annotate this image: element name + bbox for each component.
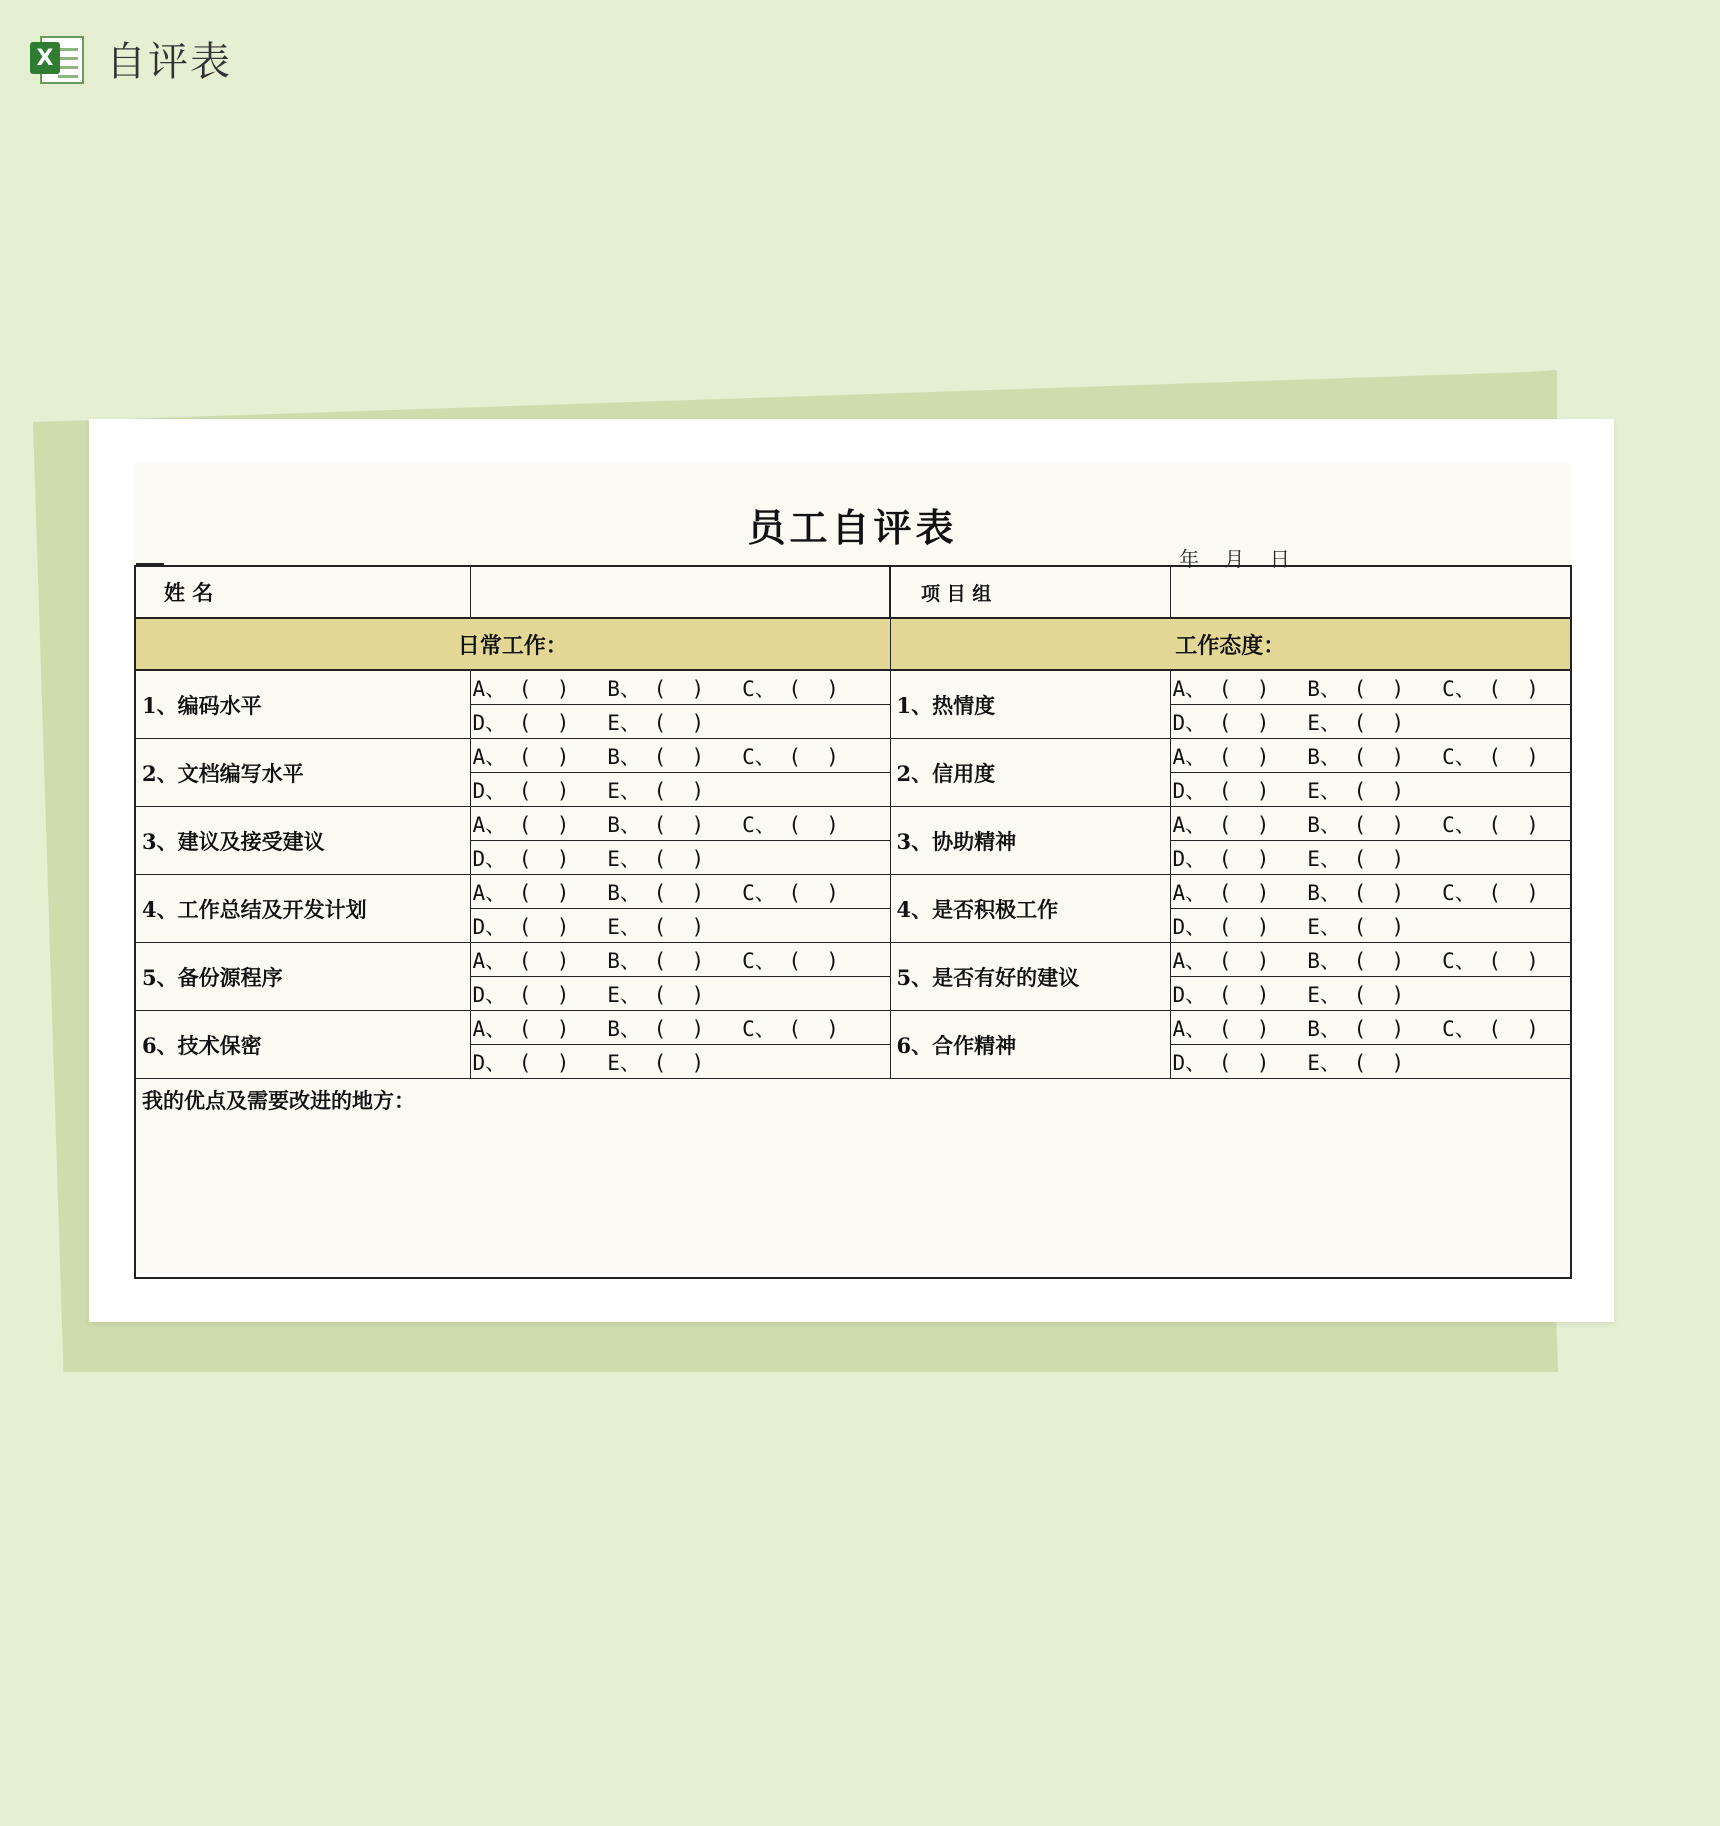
option-de[interactable]: D、 ( ) E、 ( ) <box>470 909 890 943</box>
criterion-attitude: 4、是否积极工作 <box>890 875 1170 943</box>
option-abc[interactable]: A、 ( ) B、 ( ) C、 ( ) <box>1170 739 1571 773</box>
option-de[interactable]: D、 ( ) E、 ( ) <box>1170 909 1571 943</box>
criterion-daily: 5、备份源程序 <box>135 943 470 1011</box>
criterion-daily: 6、技术保密 <box>135 1011 470 1079</box>
option-de[interactable]: D、 ( ) E、 ( ) <box>470 977 890 1011</box>
criterion-daily: 3、建议及接受建议 <box>135 807 470 875</box>
option-de[interactable]: D、 ( ) E、 ( ) <box>1170 841 1571 875</box>
option-abc[interactable]: A、 ( ) B、 ( ) C、 ( ) <box>1170 1011 1571 1045</box>
date-line: 年 月 日 <box>1179 547 1290 571</box>
option-abc[interactable]: A、 ( ) B、 ( ) C、 ( ) <box>470 1011 890 1045</box>
criterion-attitude: 1、热情度 <box>890 670 1170 739</box>
section-work-attitude: 工作态度： <box>890 618 1571 670</box>
option-abc[interactable]: A、 ( ) B、 ( ) C、 ( ) <box>1170 875 1571 909</box>
option-abc[interactable]: A、 ( ) B、 ( ) C、 ( ) <box>1170 670 1571 705</box>
section-header-row <box>135 618 1571 670</box>
table-row <box>135 943 1571 977</box>
name-label: 姓 名 <box>135 566 470 618</box>
option-abc[interactable]: A、 ( ) B、 ( ) C、 ( ) <box>470 739 890 773</box>
form-document <box>134 463 1571 1273</box>
criterion-attitude: 2、信用度 <box>890 739 1170 807</box>
criterion-daily: 4、工作总结及开发计划 <box>135 875 470 943</box>
option-de[interactable]: D、 ( ) E、 ( ) <box>470 1045 890 1079</box>
project-label: 项 目 组 <box>890 566 1170 618</box>
table-row <box>135 1011 1571 1045</box>
option-de[interactable]: D、 ( ) E、 ( ) <box>470 705 890 739</box>
option-abc[interactable]: A、 ( ) B、 ( ) C、 ( ) <box>470 943 890 977</box>
option-de[interactable]: D、 ( ) E、 ( ) <box>1170 977 1571 1011</box>
app-header <box>30 28 232 88</box>
name-field[interactable] <box>470 566 890 618</box>
option-abc[interactable]: A、 ( ) B、 ( ) C、 ( ) <box>1170 807 1571 841</box>
option-de[interactable]: D、 ( ) E、 ( ) <box>470 773 890 807</box>
option-abc[interactable]: A、 ( ) B、 ( ) C、 ( ) <box>470 807 890 841</box>
paper <box>89 419 1614 1322</box>
info-row <box>135 566 1571 618</box>
section-daily-work: 日常工作： <box>135 618 890 670</box>
notes-label: 我的优点及需要改进的地方： <box>142 1088 415 1113</box>
option-abc[interactable]: A、 ( ) B、 ( ) C、 ( ) <box>470 875 890 909</box>
table-row <box>135 739 1571 773</box>
criterion-daily: 2、文档编写水平 <box>135 739 470 807</box>
app-title: 自评表 <box>106 38 232 85</box>
table-row <box>135 875 1571 909</box>
self-evaluation-table <box>134 565 1572 1279</box>
project-field[interactable] <box>1170 566 1571 618</box>
criterion-attitude: 6、合作精神 <box>890 1011 1170 1079</box>
table-row <box>135 670 1571 705</box>
form-title: 员工自评表 <box>747 505 958 550</box>
criterion-daily: 1、编码水平 <box>135 670 470 739</box>
option-de[interactable]: D、 ( ) E、 ( ) <box>470 841 890 875</box>
criterion-attitude: 5、是否有好的建议 <box>890 943 1170 1011</box>
criterion-attitude: 3、协助精神 <box>890 807 1170 875</box>
option-abc[interactable]: A、 ( ) B、 ( ) C、 ( ) <box>1170 943 1571 977</box>
table-row <box>135 807 1571 841</box>
option-abc[interactable]: A、 ( ) B、 ( ) C、 ( ) <box>470 670 890 705</box>
option-de[interactable]: D、 ( ) E、 ( ) <box>1170 773 1571 807</box>
notes-area[interactable] <box>135 1079 1571 1279</box>
excel-icon: X <box>30 30 86 86</box>
option-de[interactable]: D、 ( ) E、 ( ) <box>1170 1045 1571 1079</box>
option-de[interactable]: D、 ( ) E、 ( ) <box>1170 705 1571 739</box>
